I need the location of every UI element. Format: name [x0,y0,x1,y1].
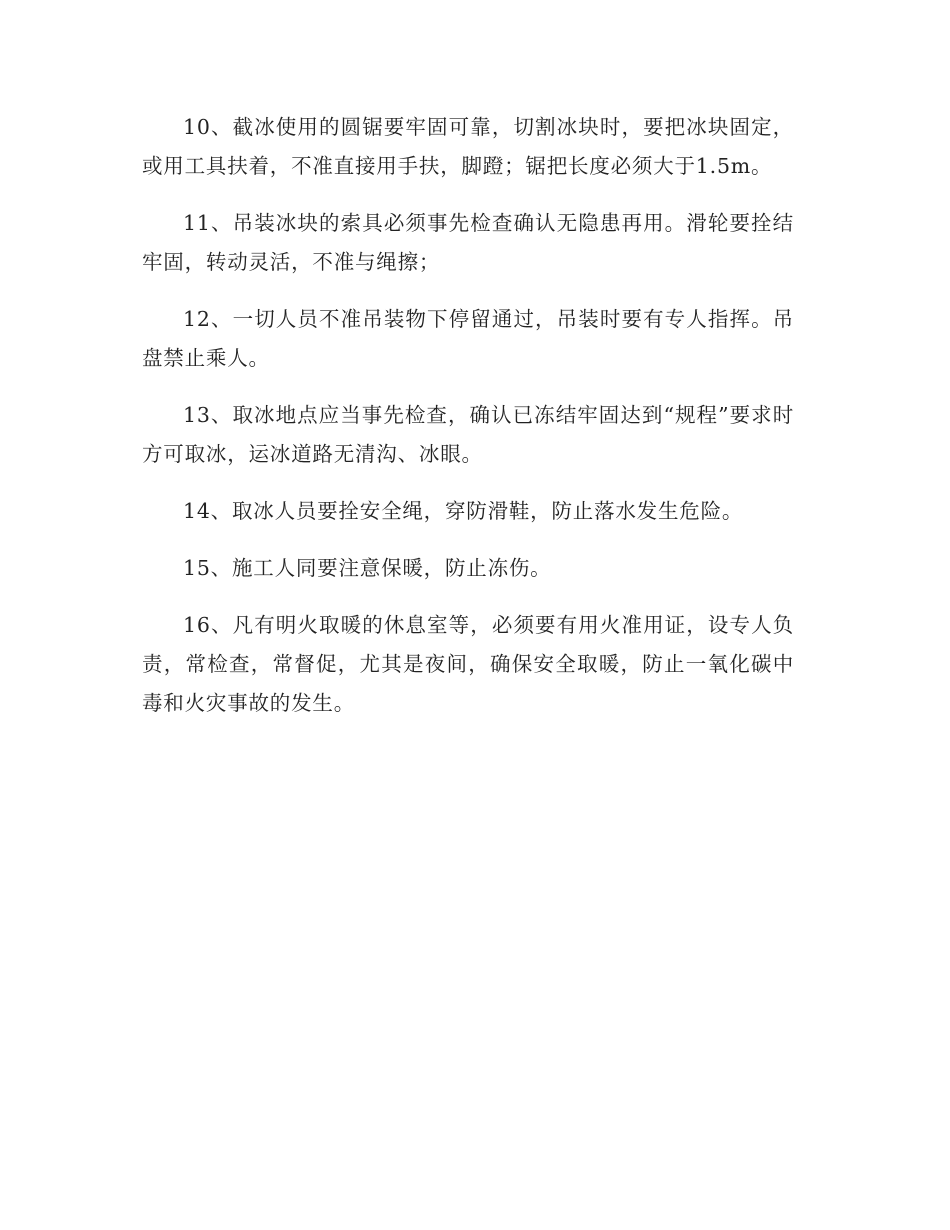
paragraph-item-12: 12、一切人员不准吊装物下停留通过，吊装时要有专人指挥。吊盘禁止乘人。 [142,307,794,370]
document-body [142,108,794,741]
paragraph-item-14: 14、取冰人员要拴安全绳，穿防滑鞋，防止落水发生危险。 [183,499,744,523]
paragraph-item-11: 11、吊装冰块的索具必须事先检查确认无隐患再用。滑轮要拴结牢固，转动灵活，不准与绳擦； [142,211,794,274]
paragraph-item-10: 10、截冰使用的圆锯要牢固可靠，切割冰块时，要把冰块固定，或用工具扶着，不准直接用手扶，脚蹬；锯把长度必须大于1.5m。 [142,115,794,178]
paragraph-item-15: 15、施工人同要注意保暖，防止冻伤。 [183,556,552,580]
paragraph-item-13: 13、取冰地点应当事先检查，确认已冻结牢固达到“规程”要求时方可取冰，运冰道路无清沟、冰眼。 [142,403,794,466]
paragraph-item-16: 16、凡有明火取暖的休息室等，必须要有用火准用证，设专人负责，常检查，常督促，尤其是夜间，确保安全取暖，防止一氧化碳中毒和火灾事故的发生。 [142,613,794,715]
